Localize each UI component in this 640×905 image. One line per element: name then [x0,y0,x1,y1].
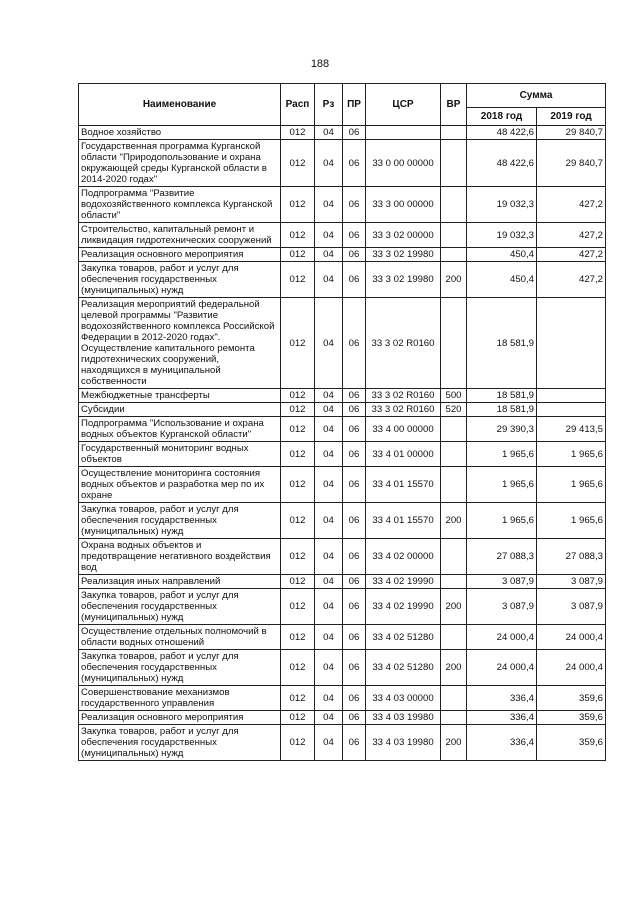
cell-vr [441,467,467,503]
cell-rasp: 012 [281,417,315,442]
cell-vr [441,417,467,442]
cell-pr: 06 [343,389,366,403]
cell-csr: 33 4 02 19990 [366,589,441,625]
cell-csr: 33 4 00 00000 [366,417,441,442]
cell-sum-2018: 336,4 [467,711,537,725]
cell-pr: 06 [343,539,366,575]
cell-csr: 33 0 00 00000 [366,140,441,187]
cell-sum-2018: 48 422,6 [467,126,537,140]
cell-pr: 06 [343,575,366,589]
cell-sum-2019: 427,2 [537,262,606,298]
cell-sum-2019: 1 965,6 [537,467,606,503]
cell-name: Реализация основного мероприятия [79,248,281,262]
cell-pr: 06 [343,589,366,625]
cell-name: Осуществление мониторинга состояния водных объектов и разработка мер по их охране [79,467,281,503]
cell-sum-2018: 1 965,6 [467,442,537,467]
cell-name: Охрана водных объектов и предотвращение негативного воздействия вод [79,539,281,575]
cell-sum-2019: 29 413,5 [537,417,606,442]
cell-vr: 200 [441,650,467,686]
cell-rasp: 012 [281,140,315,187]
cell-sum-2018: 27 088,3 [467,539,537,575]
cell-sum-2018: 18 581,9 [467,298,537,389]
cell-sum-2019 [537,389,606,403]
cell-sum-2018: 3 087,9 [467,589,537,625]
cell-sum-2019: 427,2 [537,187,606,223]
cell-name: Строительство, капитальный ремонт и ликвидация гидротехнических сооружений [79,223,281,248]
cell-vr [441,298,467,389]
cell-name: Государственная программа Курганской области "Природопользование и охрана окружающей среды Курганской области в 2014-2020 годах" [79,140,281,187]
cell-sum-2018: 450,4 [467,262,537,298]
cell-sum-2018: 24 000,4 [467,625,537,650]
cell-sum-2019: 1 965,6 [537,503,606,539]
cell-pr: 06 [343,187,366,223]
cell-sum-2019: 427,2 [537,248,606,262]
cell-rz: 04 [315,589,343,625]
cell-sum-2018: 3 087,9 [467,575,537,589]
cell-pr: 06 [343,686,366,711]
cell-name: Реализация мероприятий федеральной целевой программы "Развитие водохозяйственного комплекса Российской Федерации в 2012-2020 годах". Осуществление капитального ремонта гидротехнических сооружений, находящихся в муниципальной собственности [79,298,281,389]
cell-sum-2018: 1 965,6 [467,467,537,503]
cell-pr: 06 [343,650,366,686]
cell-csr: 33 4 01 00000 [366,442,441,467]
cell-rz: 04 [315,298,343,389]
cell-sum-2018: 48 422,6 [467,140,537,187]
cell-csr: 33 4 02 19990 [366,575,441,589]
cell-rasp: 012 [281,725,315,761]
cell-pr: 06 [343,298,366,389]
cell-name: Государственный мониторинг водных объектов [79,442,281,467]
cell-name: Закупка товаров, работ и услуг для обеспечения государственных (муниципальных) нужд [79,725,281,761]
cell-rz: 04 [315,248,343,262]
header-year-2019: 2019 год [537,108,606,126]
table-row [79,725,606,761]
cell-rz: 04 [315,503,343,539]
cell-vr [441,686,467,711]
cell-rasp: 012 [281,467,315,503]
cell-name: Межбюджетные трансферты [79,389,281,403]
cell-rz: 04 [315,625,343,650]
cell-vr [441,711,467,725]
cell-sum-2019: 29 840,7 [537,126,606,140]
header-summa: Сумма [467,84,606,108]
cell-name: Закупка товаров, работ и услуг для обеспечения государственных (муниципальных) нужд [79,262,281,298]
cell-rz: 04 [315,262,343,298]
cell-csr: 33 3 00 00000 [366,187,441,223]
cell-vr [441,126,467,140]
cell-pr: 06 [343,126,366,140]
cell-sum-2019: 359,6 [537,686,606,711]
cell-rz: 04 [315,223,343,248]
cell-rz: 04 [315,442,343,467]
cell-sum-2019: 24 000,4 [537,625,606,650]
page-number: 188 [310,58,330,70]
table-row [79,650,606,686]
cell-rz: 04 [315,539,343,575]
cell-pr: 06 [343,403,366,417]
cell-name: Реализация иных направлений [79,575,281,589]
cell-sum-2018: 24 000,4 [467,650,537,686]
table-row [79,389,606,403]
cell-rz: 04 [315,187,343,223]
cell-pr: 06 [343,725,366,761]
cell-rasp: 012 [281,442,315,467]
cell-name: Водное хозяйство [79,126,281,140]
cell-rasp: 012 [281,575,315,589]
header-rasp: Расп [281,84,315,126]
cell-sum-2019 [537,298,606,389]
table-row [79,589,606,625]
cell-sum-2018: 336,4 [467,725,537,761]
cell-vr [441,140,467,187]
cell-sum-2019: 24 000,4 [537,650,606,686]
cell-rz: 04 [315,417,343,442]
table-body [79,126,606,761]
cell-name: Субсидии [79,403,281,417]
table-row [79,503,606,539]
header-pr: ПР [343,84,366,126]
cell-csr: 33 4 02 51280 [366,625,441,650]
cell-rz: 04 [315,711,343,725]
cell-sum-2018: 29 390,3 [467,417,537,442]
cell-sum-2018: 336,4 [467,686,537,711]
cell-rasp: 012 [281,625,315,650]
cell-name: Совершенствование механизмов государственного управления [79,686,281,711]
cell-pr: 06 [343,223,366,248]
cell-name: Осуществление отдельных полномочий в области водных отношений [79,625,281,650]
header-csr: ЦСР [366,84,441,126]
cell-csr: 33 4 01 15570 [366,503,441,539]
cell-sum-2018: 19 032,3 [467,187,537,223]
cell-rz: 04 [315,140,343,187]
cell-sum-2018: 18 581,9 [467,403,537,417]
table-row [79,539,606,575]
cell-rasp: 012 [281,389,315,403]
cell-rasp: 012 [281,539,315,575]
table-row [79,417,606,442]
cell-vr: 500 [441,389,467,403]
cell-vr: 200 [441,503,467,539]
cell-sum-2019: 29 840,7 [537,140,606,187]
cell-rasp: 012 [281,589,315,625]
cell-rasp: 012 [281,686,315,711]
table-row [79,140,606,187]
cell-rasp: 012 [281,298,315,389]
cell-sum-2018: 19 032,3 [467,223,537,248]
cell-name: Подпрограмма "Развитие водохозяйственного комплекса Курганской области" [79,187,281,223]
table-row [79,575,606,589]
cell-pr: 06 [343,262,366,298]
table-row [79,126,606,140]
cell-rasp: 012 [281,262,315,298]
cell-sum-2019: 3 087,9 [537,575,606,589]
cell-vr: 200 [441,725,467,761]
cell-vr [441,187,467,223]
cell-sum-2019: 359,6 [537,711,606,725]
cell-rasp: 012 [281,248,315,262]
cell-rz: 04 [315,389,343,403]
table-row [79,223,606,248]
cell-rasp: 012 [281,223,315,248]
cell-rasp: 012 [281,711,315,725]
cell-csr: 33 4 02 51280 [366,650,441,686]
cell-csr: 33 4 03 19980 [366,725,441,761]
cell-name: Закупка товаров, работ и услуг для обеспечения государственных (муниципальных) нужд [79,503,281,539]
header-rz: Рз [315,84,343,126]
table-row [79,262,606,298]
cell-name: Реализация основного мероприятия [79,711,281,725]
cell-rasp: 012 [281,650,315,686]
cell-csr: 33 3 02 R0160 [366,403,441,417]
cell-vr [441,223,467,248]
header-year-2018: 2018 год [467,108,537,126]
table-row [79,442,606,467]
cell-vr: 200 [441,262,467,298]
cell-vr: 200 [441,589,467,625]
cell-rasp: 012 [281,403,315,417]
cell-csr [366,126,441,140]
cell-sum-2019 [537,403,606,417]
cell-vr [441,248,467,262]
table-row [79,248,606,262]
cell-csr: 33 4 03 00000 [366,686,441,711]
header-name: Наименование [79,84,281,126]
cell-pr: 06 [343,248,366,262]
cell-csr: 33 4 01 15570 [366,467,441,503]
cell-csr: 33 3 02 00000 [366,223,441,248]
table-row [79,686,606,711]
cell-rasp: 012 [281,503,315,539]
cell-csr: 33 3 02 R0160 [366,389,441,403]
cell-name: Закупка товаров, работ и услуг для обеспечения государственных (муниципальных) нужд [79,650,281,686]
cell-rasp: 012 [281,126,315,140]
cell-vr [441,442,467,467]
cell-rz: 04 [315,126,343,140]
cell-pr: 06 [343,442,366,467]
cell-rz: 04 [315,467,343,503]
table-row [79,625,606,650]
cell-sum-2018: 1 965,6 [467,503,537,539]
cell-vr [441,539,467,575]
cell-pr: 06 [343,467,366,503]
table-row [79,298,606,389]
cell-name: Подпрограмма "Использование и охрана водных объектов Курганской области" [79,417,281,442]
cell-csr: 33 4 03 19980 [366,711,441,725]
cell-rz: 04 [315,686,343,711]
cell-csr: 33 3 02 19980 [366,248,441,262]
cell-rasp: 012 [281,187,315,223]
cell-pr: 06 [343,503,366,539]
cell-rz: 04 [315,403,343,417]
cell-rz: 04 [315,575,343,589]
cell-sum-2019: 27 088,3 [537,539,606,575]
cell-rz: 04 [315,650,343,686]
cell-sum-2018: 450,4 [467,248,537,262]
table-row [79,711,606,725]
cell-pr: 06 [343,625,366,650]
cell-pr: 06 [343,417,366,442]
cell-csr: 33 4 02 00000 [366,539,441,575]
cell-pr: 06 [343,140,366,187]
header-vr: ВР [441,84,467,126]
cell-sum-2019: 427,2 [537,223,606,248]
cell-csr: 33 3 02 19980 [366,262,441,298]
table-row [79,187,606,223]
cell-sum-2019: 3 087,9 [537,589,606,625]
cell-vr [441,575,467,589]
cell-sum-2019: 359,6 [537,725,606,761]
cell-name: Закупка товаров, работ и услуг для обеспечения государственных (муниципальных) нужд [79,589,281,625]
cell-pr: 06 [343,711,366,725]
table-row [79,403,606,417]
cell-vr: 520 [441,403,467,417]
budget-table [78,83,606,761]
cell-csr: 33 3 02 R0160 [366,298,441,389]
cell-sum-2019: 1 965,6 [537,442,606,467]
cell-sum-2018: 18 581,9 [467,389,537,403]
cell-rz: 04 [315,725,343,761]
table-header [79,84,606,126]
table-row [79,467,606,503]
cell-vr [441,625,467,650]
